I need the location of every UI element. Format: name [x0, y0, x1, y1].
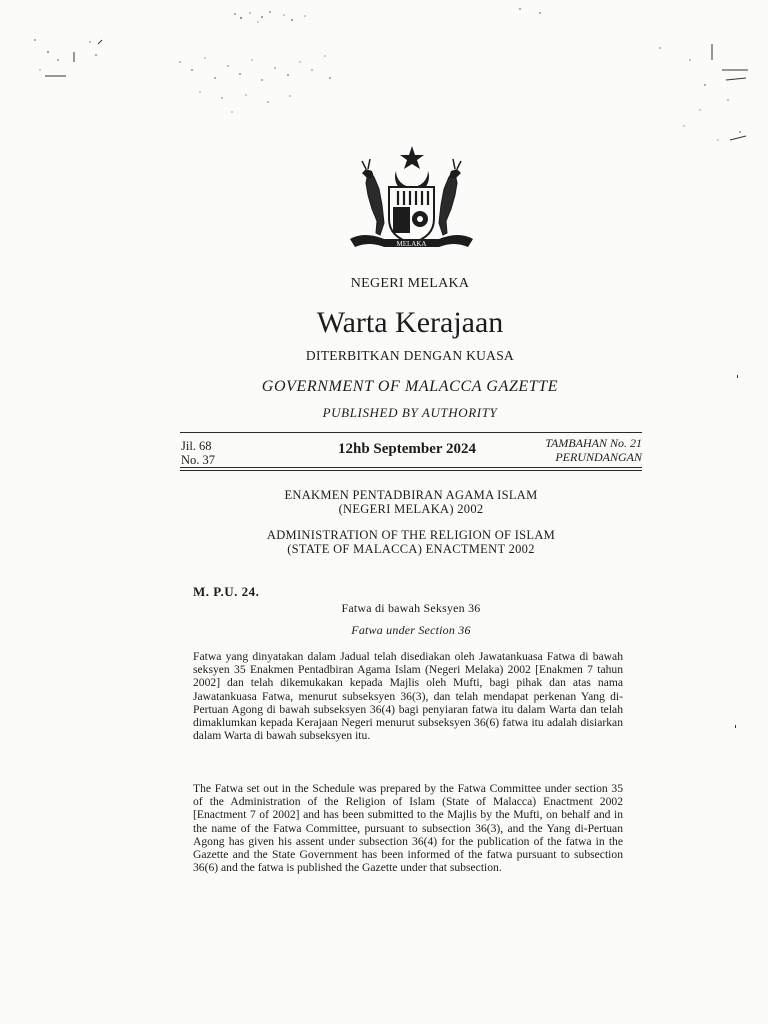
paragraph-en: The Fatwa set out in the Schedule was prepared by the Fatwa Committee under section 35 of the Administration of the Religion of Islam (State of Malacca) Enactment 2002 [Enactment 7 of 2002] and has been submitted to the Majlis by the Mufti, on behalf and in the name of the Fatwa Committee, pursuant to subsection 36(3), and the Yang di-Pertuan Agong has given his assent under subsection 36(4) for the publication of the fatwa in the Gazette and the State Government has been informed of the fatwa pursuant to subsection 36(6) and the fatwa is published the Gazette under that subsection.: [193, 782, 623, 875]
scan-noise: [0, 0, 768, 160]
enactment-en-line1: ADMINISTRATION OF THE RELIGION OF ISLAM: [266, 528, 556, 542]
enactment-ms-line1: ENAKMEN PENTADBIRAN AGAMA ISLAM: [284, 488, 538, 502]
top-rule: [180, 432, 642, 433]
section-heading-en-text: Fatwa under Section 36: [351, 623, 471, 637]
state-crest-emblem: [344, 143, 479, 260]
bottom-rule-2: [180, 470, 642, 471]
issue-volume: Jil. 68: [181, 439, 212, 453]
scan-mark: [735, 725, 736, 728]
section-heading-ms: [180, 601, 642, 616]
state-name: NEGERI MELAKA: [350, 276, 470, 291]
gazette-title: Warta Kerajaan: [316, 306, 504, 339]
enactment-title-en: [180, 528, 642, 556]
section-heading-ms-text: Fatwa di bawah Seksyen 36: [341, 601, 481, 615]
gazette-title-en: GOVERNMENT OF MALACCA GAZETTE: [261, 378, 559, 395]
paragraph-ms: Fatwa yang dinyatakan dalam Jadual telah disediakan oleh Jawatankuasa Fatwa di bawah seksyen 35 Enakmen Pentadbiran Agama Islam (Negeri Melaka) 2002 [Enakmen 7 tahun 2002] dan telah dikemukakan kepada Majlis oleh Mufti, bagi pihak dan atas nama Jawatankuasa Fatwa, menurut subseksyen 36(3), dan telah mendapat perkenan Yang di-Pertuan Agong di bawah subseksyen 36(4) bagi penyiaran fatwa itu dalam Warta dan telah dimaklumkan kepada Kerajaan Negeri menurut subseksyen 36(6) fatwa itu adalah disiarkan dalam Warta di bawah subseksyen itu.: [193, 650, 623, 743]
supplement-number: TAMBAHAN No. 21: [545, 436, 642, 450]
enactment-en-line2: (STATE OF MALACCA) ENACTMENT 2002: [287, 542, 535, 556]
scan-mark: [737, 375, 738, 378]
issue-volume-number: [181, 439, 215, 467]
enactment-ms-line2: (NEGERI MELAKA) 2002: [338, 502, 484, 516]
authority-line-ms: DITERBITKAN DENGAN KUASA: [305, 348, 515, 363]
supplement-label: [470, 436, 642, 464]
notice-reference: M. P.U. 24.: [193, 584, 260, 599]
issue-number: No. 37: [181, 453, 216, 467]
issue-date: 12hb September 2024: [338, 441, 477, 457]
supplement-type: PERUNDANGAN: [555, 450, 642, 464]
authority-line-en: PUBLISHED BY AUTHORITY: [322, 405, 498, 420]
bottom-rule-1: [180, 467, 642, 468]
enactment-title-ms: [180, 488, 642, 516]
crest-motto: MELAKA: [396, 240, 427, 248]
section-heading-en: [180, 623, 642, 638]
